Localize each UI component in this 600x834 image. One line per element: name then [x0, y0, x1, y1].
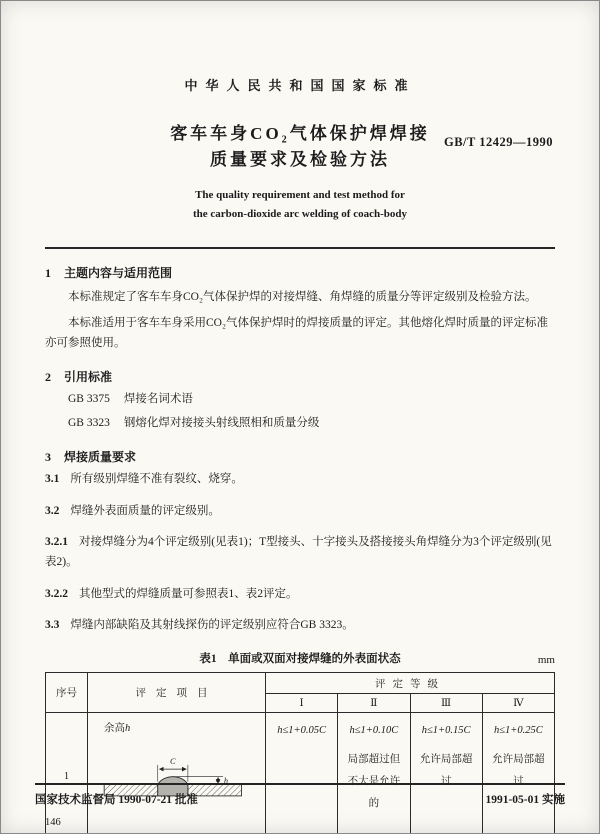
title-block [45, 121, 555, 173]
header-rule [45, 247, 555, 249]
section-1-number: 1 [45, 266, 51, 280]
section-3-title: 焊接质量要求 [64, 450, 137, 464]
clause-3-2 [45, 501, 555, 521]
grade-col-header-3: Ⅲ [410, 694, 482, 713]
english-title [45, 186, 555, 224]
clause-number: 3.1 [45, 473, 60, 485]
clause-3-2-2 [45, 584, 555, 604]
table1 [45, 672, 555, 834]
section-3-number: 3 [45, 450, 51, 464]
grade-cell-2 [338, 713, 410, 834]
grade-formula: h≤1+0.15C [421, 725, 471, 736]
dimension-c-label: C [169, 757, 176, 767]
clause-text: 焊缝内部缺陷及其射线探伤的评定级别应符合GB 3323。 [70, 619, 354, 631]
table-caption: 表1 单面或双面对接焊缝的外表面状态 [199, 653, 401, 665]
grade-note: 允许局部超过 [492, 754, 545, 787]
national-standard-header: 中华人民共和国国家标准 [184, 78, 416, 93]
approval-text: 国家技术监督局 1990-07-21 批准 [35, 794, 198, 806]
section-2-number: 2 [45, 370, 51, 384]
grade-formula: h≤1+0.10C [349, 725, 399, 736]
reference-code: GB 3323 [68, 417, 110, 429]
grade-cell-3 [410, 713, 482, 834]
table-unit: mm [537, 654, 555, 666]
section-1-title: 主题内容与适用范围 [64, 266, 173, 280]
clause-3-3 [45, 615, 555, 635]
clause-text: 对接焊缝分为4个评定级别(见表1)；T型接头、十字接头及搭接接头角焊缝分为3个评定级别(见表2)。 [45, 536, 552, 568]
page-number: 146 [45, 817, 61, 828]
clause-number: 3.3 [45, 619, 60, 631]
english-title-line2: the carbon-dioxide arc welding of coach-body [193, 208, 407, 220]
item-variable: h [125, 723, 131, 734]
reference-item [45, 389, 555, 409]
dimension-h-label: h [223, 776, 228, 786]
reference-name: 钢熔化焊对接接头射线照相和质量分级 [123, 417, 320, 429]
grade-cell-4 [482, 713, 554, 834]
grade-col-header-1: Ⅰ [266, 694, 338, 713]
col-header-grade-group: 评定等级 [266, 673, 555, 694]
implementation-text: 1991-05-01 实施 [485, 794, 565, 806]
grade-note: 允许局部超过 [419, 754, 473, 787]
col-header-serial: 序号 [46, 673, 88, 713]
standard-number: GB/T 12429—1990 [443, 135, 553, 149]
footer [35, 783, 565, 807]
clause-text: 所有级别焊缝不准有裂纹、烧穿。 [70, 473, 243, 485]
table-row [46, 713, 555, 834]
document-title-line2: 质量要求及检验方法 [210, 150, 390, 169]
clause-text: 焊缝外表面质量的评定级别。 [70, 504, 220, 517]
reference-item [45, 413, 555, 433]
grade-formula: h≤1+0.05C [277, 725, 326, 736]
grade-col-header-2: Ⅱ [338, 694, 410, 713]
grade-formula: h≤1+0.25C [494, 725, 543, 736]
section-1-paragraph-2: 本标准适用于客车车身采用CO₂气体保护焊时的焊接质量的评定。其他熔化焊时质量的评定标准亦可参照使用。 [45, 317, 548, 349]
english-title-line1: The quality requirement and test method for [195, 189, 405, 201]
clause-3-2-1 [45, 532, 555, 572]
section-2-heading [45, 368, 555, 385]
reference-code: GB 3375 [68, 393, 110, 405]
section-1-heading [45, 264, 555, 281]
clause-number: 3.2.1 [45, 536, 68, 548]
section-3-heading [45, 448, 555, 465]
grade-note: 局部超过但不大是允许的 [347, 754, 401, 809]
serial-cell: 1 [46, 713, 88, 834]
item-label-text: 余高 [104, 723, 125, 734]
document-content [1, 1, 599, 834]
table-caption-row [45, 650, 555, 666]
clause-number: 3.2.2 [45, 587, 68, 600]
section-1-paragraph-1: 本标准规定了客车车身CO₂气体保护焊的对接焊缝、角焊缝的质量分等评定级别及检验方法。 [68, 291, 537, 303]
clause-3-1 [45, 469, 555, 489]
item-cell [88, 713, 266, 834]
clause-text: 其他型式的焊缝质量可参照表1、表2评定。 [79, 587, 298, 600]
clause-number: 3.2 [45, 504, 60, 517]
section-2-title: 引用标准 [64, 370, 113, 384]
grade-cell-1 [266, 713, 338, 834]
grade-col-header-4: Ⅳ [482, 694, 554, 713]
item-label [90, 720, 263, 735]
document-title-line1: 客车车身CO₂气体保护焊焊接 [170, 124, 430, 143]
reference-name: 焊接名词术语 [123, 393, 193, 405]
col-header-item: 评定项目 [88, 673, 266, 713]
